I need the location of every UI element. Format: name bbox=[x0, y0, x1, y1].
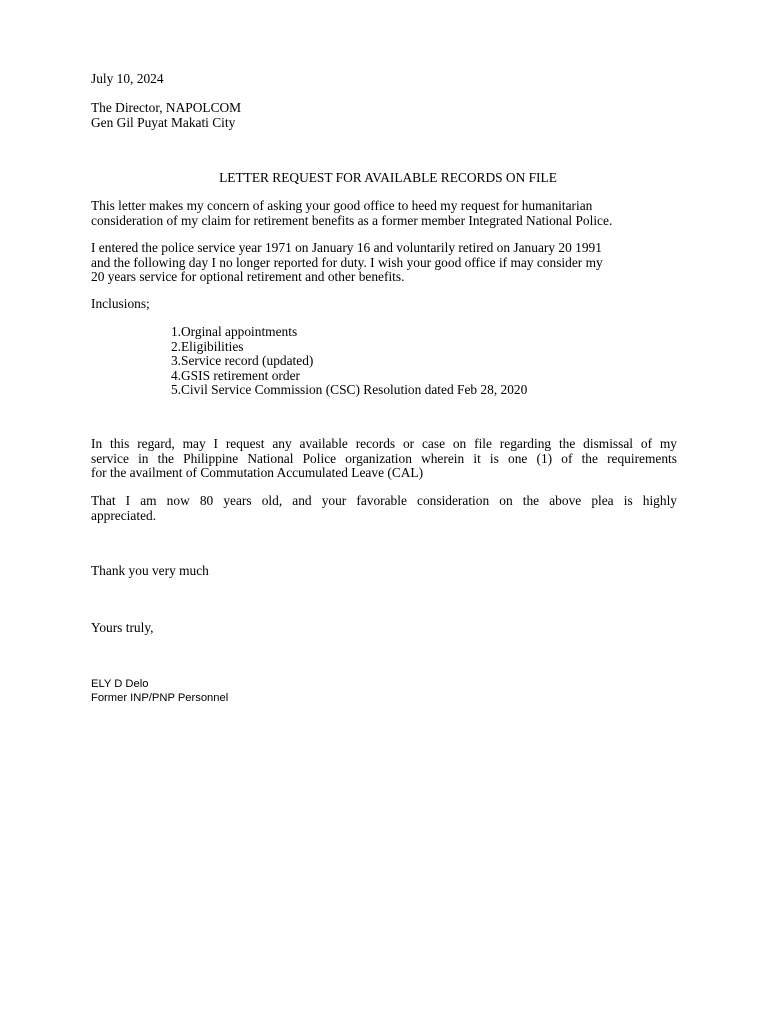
paragraph-intro bbox=[91, 199, 677, 228]
signature-title: Former INP/PNP Personnel bbox=[91, 691, 229, 704]
list-item bbox=[157, 325, 527, 340]
paragraph-line: That I am now 80 years old, and your favorable consideration on the above plea is highly bbox=[91, 493, 677, 508]
inclusions-label: Inclusions; bbox=[91, 296, 150, 311]
signature-block bbox=[91, 678, 228, 705]
recipient-name: The Director, NAPOLCOM bbox=[91, 100, 242, 115]
paragraph-age bbox=[91, 494, 677, 523]
list-item-text: Orginal appointments bbox=[181, 324, 298, 339]
paragraph-line: appreciated. bbox=[91, 507, 157, 523]
list-item-text: Eligibilities bbox=[181, 338, 244, 354]
paragraph-line: and the following day I no longer reported for duty. I wish your good office if may consider my bbox=[91, 254, 603, 270]
signature-name: ELY D Delo bbox=[91, 678, 149, 690]
list-item bbox=[157, 354, 527, 369]
list-item-number: 2. bbox=[170, 338, 181, 354]
list-item-text: GSIS retirement order bbox=[181, 367, 300, 383]
letter-subject: LETTER REQUEST FOR AVAILABLE RECORDS ON FILE bbox=[219, 170, 557, 185]
recipient-block bbox=[91, 101, 677, 130]
list-item-text: Civil Service Commission (CSC) Resolution dated Feb 28, 2020 bbox=[181, 382, 528, 397]
paragraph-line: consideration of my claim for retirement benefits as a former member Integrated National Police. bbox=[91, 212, 613, 228]
paragraph-service bbox=[91, 241, 677, 285]
list-item-number: 5. bbox=[170, 382, 181, 397]
closing-line: Yours truly, bbox=[91, 620, 154, 635]
inclusions-list bbox=[157, 325, 527, 398]
paragraph-request bbox=[91, 437, 677, 481]
list-item-number: 4. bbox=[170, 367, 181, 383]
paragraph-line: 20 years service for optional retirement and other benefits. bbox=[91, 269, 405, 284]
letter-date: July 10, 2024 bbox=[91, 71, 164, 86]
list-item bbox=[157, 383, 527, 398]
list-item bbox=[157, 340, 527, 355]
paragraph-line: for the availment of Commutation Accumulated Leave (CAL) bbox=[91, 465, 424, 480]
paragraph-line: This letter makes my concern of asking your good office to heed my request for humanitarian bbox=[91, 198, 593, 213]
list-item-number: 3. bbox=[170, 353, 181, 368]
list-item-number: 1. bbox=[170, 324, 181, 339]
paragraph-line: service in the Philippine National Police organization wherein it is one (1) of the requirements bbox=[91, 450, 677, 466]
recipient-address: Gen Gil Puyat Makati City bbox=[91, 114, 236, 130]
paragraph-line: In this regard, may I request any available records or case on file regarding the dismissal of my bbox=[91, 436, 677, 451]
list-item-text: Service record (updated) bbox=[181, 353, 314, 368]
paragraph-line: I entered the police service year 1971 on January 16 and voluntarily retired on January 20 1991 bbox=[91, 240, 602, 255]
list-item bbox=[157, 369, 527, 384]
thanks-line: Thank you very much bbox=[91, 563, 209, 578]
